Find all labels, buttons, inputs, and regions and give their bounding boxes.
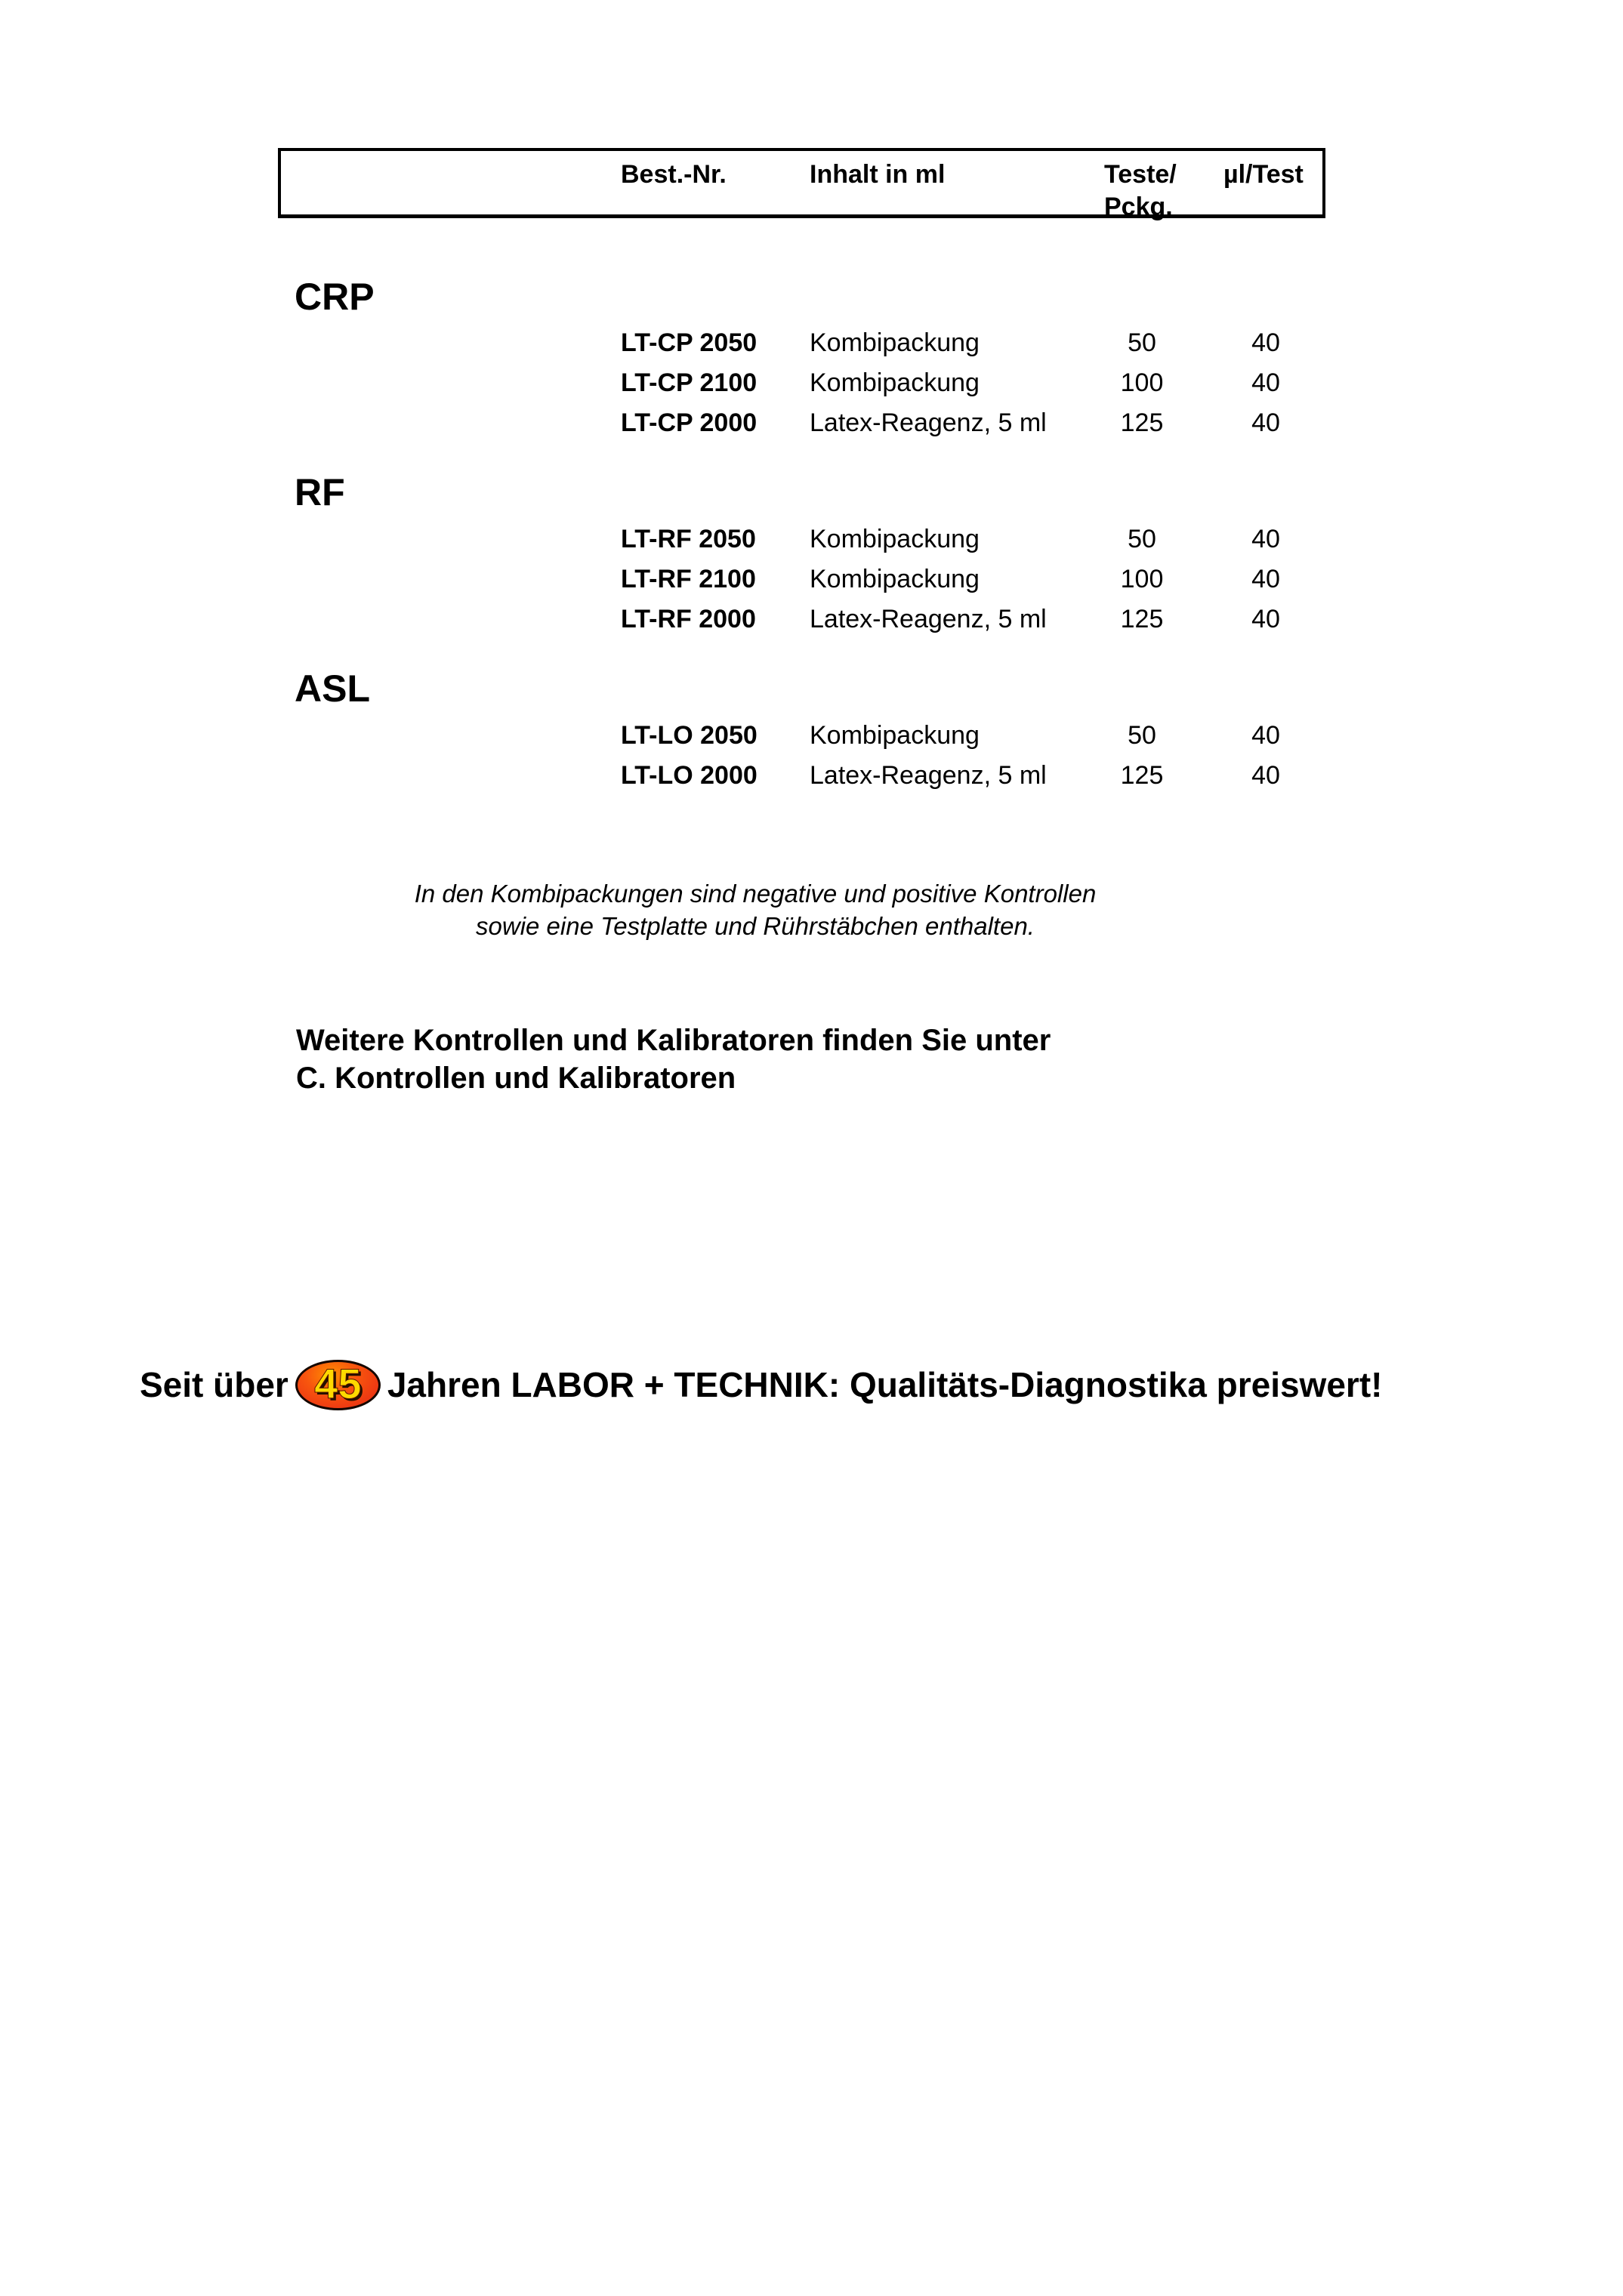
kombipack-note-line2: sowie eine Testplatte und Rührstäbchen enthalten. (476, 912, 1035, 940)
cell-ul-test: 40 (1251, 408, 1280, 437)
cell-best-nr: LT-RF 2050 (621, 525, 756, 553)
reference-note (296, 1022, 1051, 1097)
reference-note-line1: Weitere Kontrollen und Kalibratoren finden Sie unter (296, 1024, 1051, 1057)
badge-number: 45 (314, 1360, 362, 1407)
table-row (0, 606, 1623, 639)
cell-best-nr: LT-CP 2050 (621, 328, 758, 357)
section-heading-rf: RF (295, 471, 345, 513)
cell-ul-test: 40 (1251, 761, 1280, 790)
table-row (0, 330, 1623, 363)
table-row (0, 370, 1623, 403)
cell-inhalt: Latex-Reagenz, 5 ml (810, 605, 1047, 633)
footer-text-before: Seit über (140, 1365, 288, 1404)
table-row (0, 723, 1623, 756)
cell-best-nr: LT-LO 2000 (621, 761, 758, 790)
cell-ul-test: 40 (1251, 368, 1280, 397)
cell-inhalt: Latex-Reagenz, 5 ml (810, 761, 1047, 790)
column-header-inhalt: Inhalt in ml (810, 160, 946, 189)
anniversary-45-badge-icon (295, 1360, 381, 1410)
cell-teste: 50 (1128, 721, 1156, 750)
column-header-ul-test: µl/Test (1223, 160, 1304, 189)
cell-ul-test: 40 (1251, 605, 1280, 633)
kombipack-note (264, 877, 1246, 942)
cell-teste: 125 (1120, 605, 1164, 633)
reference-note-line2: C. Kontrollen und Kalibratoren (296, 1062, 736, 1095)
section-heading-crp: CRP (295, 276, 375, 318)
footer-slogan (140, 1358, 1382, 1412)
cell-best-nr: LT-CP 2000 (621, 408, 758, 437)
cell-inhalt: Kombipackung (810, 525, 980, 553)
table-row (0, 526, 1623, 559)
cell-teste: 100 (1120, 368, 1164, 397)
kombipack-note-line1: In den Kombipackungen sind negative und positive Kontrollen (414, 880, 1097, 908)
cell-best-nr: LT-LO 2050 (621, 721, 758, 750)
section-heading-asl: ASL (295, 667, 370, 710)
cell-best-nr: LT-RF 2000 (621, 605, 756, 633)
column-header-pckg: Pckg. (1104, 193, 1173, 221)
cell-teste: 50 (1128, 525, 1156, 553)
cell-best-nr: LT-RF 2100 (621, 565, 756, 593)
column-header-teste: Teste/ (1104, 160, 1177, 189)
cell-ul-test: 40 (1251, 328, 1280, 357)
footer-text-after: Jahren LABOR + TECHNIK: Qualitäts-Diagnostika preiswert! (387, 1365, 1383, 1404)
cell-best-nr: LT-CP 2100 (621, 368, 758, 397)
cell-inhalt: Latex-Reagenz, 5 ml (810, 408, 1047, 437)
cell-inhalt: Kombipackung (810, 721, 980, 750)
cell-ul-test: 40 (1251, 525, 1280, 553)
cell-teste: 125 (1120, 761, 1164, 790)
table-row (0, 566, 1623, 599)
cell-inhalt: Kombipackung (810, 368, 980, 397)
table-row (0, 763, 1623, 796)
cell-teste: 100 (1120, 565, 1164, 593)
table-row (0, 410, 1623, 443)
cell-teste: 50 (1128, 328, 1156, 357)
cell-inhalt: Kombipackung (810, 328, 980, 357)
cell-ul-test: 40 (1251, 565, 1280, 593)
cell-inhalt: Kombipackung (810, 565, 980, 593)
cell-ul-test: 40 (1251, 721, 1280, 750)
column-header-best-nr: Best.-Nr. (621, 160, 727, 189)
cell-teste: 125 (1120, 408, 1164, 437)
